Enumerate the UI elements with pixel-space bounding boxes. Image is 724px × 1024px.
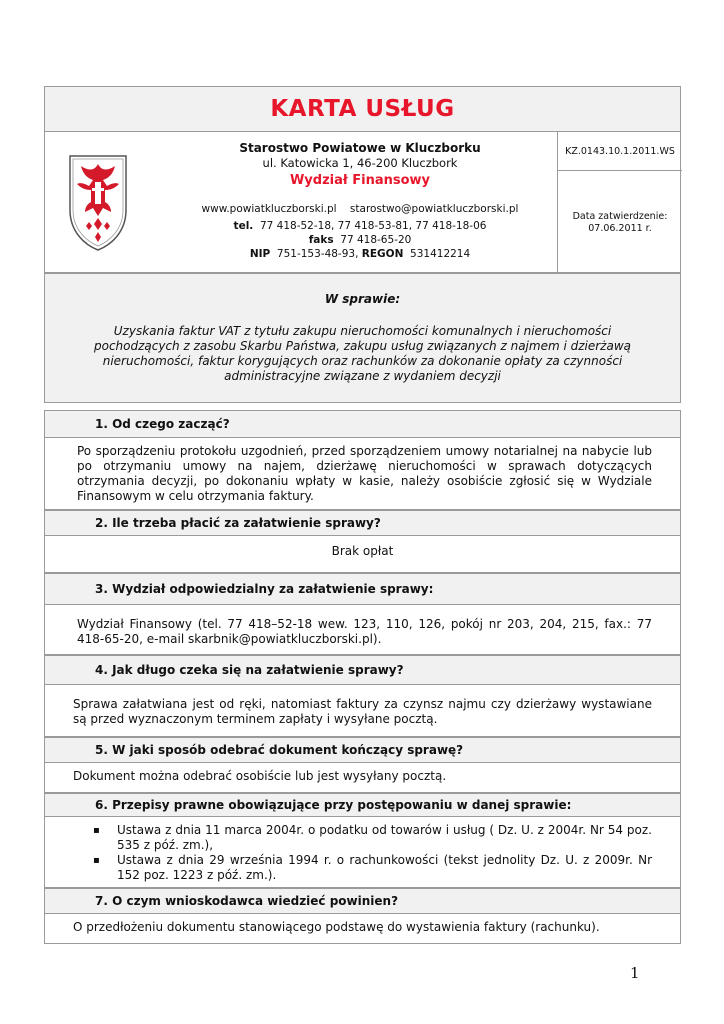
section-3-heading: 3. Wydział odpowiedzialny za załatwienie sprawy: bbox=[44, 573, 681, 605]
nip-label: NIP bbox=[249, 248, 271, 260]
office-links bbox=[160, 202, 560, 217]
section-1-heading: 1. Od czego zacząć? bbox=[44, 410, 681, 438]
section-2-heading: 2. Ile trzeba płacić za załatwienie sprawy? bbox=[44, 510, 681, 536]
approval-label: Data zatwierdzenie: bbox=[572, 211, 668, 222]
section-7-heading: 7. O czym wnioskodawca wiedzieć powinien? bbox=[44, 888, 681, 914]
section-7-body: O przedłożeniu dokumentu stanowiącego podstawę do wystawienia faktury (rachunku). bbox=[44, 914, 681, 944]
fax-line bbox=[160, 233, 560, 247]
fax-value: 77 418-65-20 bbox=[340, 234, 412, 246]
legal-basis-list bbox=[71, 823, 652, 883]
website-link[interactable]: www.powiatkluczborski.pl bbox=[201, 203, 337, 215]
section-5-body: Dokument można odebrać osobiście lub jest wysyłany pocztą. bbox=[44, 763, 681, 793]
tel-value: 77 418-52-18, 77 418-53-81, 77 418-18-06 bbox=[259, 220, 487, 232]
office-department: Wydział Finansowy bbox=[289, 173, 431, 188]
office-contact bbox=[160, 219, 560, 261]
matter-box bbox=[44, 273, 681, 403]
section-6-heading: 6. Przepisy prawne obowiązujące przy postępowaniu w danej sprawie: bbox=[44, 793, 681, 817]
section-6-body bbox=[44, 817, 681, 888]
section-2-body: Brak opłat bbox=[44, 536, 681, 573]
approval-date-block bbox=[558, 171, 682, 235]
legal-basis-item: ▪ Ustawa z dnia 11 marca 2004r. o podatku od towarów i usług ( Dz. U. z 2004r. Nr 54 poz. 535 z póź. zm.), bbox=[71, 823, 652, 853]
page-number: 1 bbox=[630, 964, 640, 982]
office-address: ul. Katowicka 1, 46-200 Kluczbork bbox=[262, 156, 458, 170]
title-box bbox=[44, 86, 681, 132]
page-title: KARTA USŁUG bbox=[270, 96, 455, 122]
office-name: Starostwo Powiatowe w Kluczborku bbox=[239, 141, 481, 155]
section-5-heading: 5. W jaki sposób odebrać dokument kończący sprawę? bbox=[44, 737, 681, 763]
reference-number: KZ.0143.10.1.2011.WS bbox=[558, 132, 682, 171]
nip-regon-line: NIP 751-153-48-93, REGON 531412214 bbox=[249, 248, 471, 260]
tel-label: tel. bbox=[233, 220, 254, 232]
regon-value: 531412214 bbox=[410, 248, 471, 260]
document-meta bbox=[557, 132, 682, 274]
matter-label: W sprawie: bbox=[324, 292, 401, 306]
phone-line bbox=[160, 219, 560, 233]
section-4-body: Sprawa załatwiana jest od ręki, natomiast faktury za czynsz najmu czy dzierżawy wystawiane są przed wyznaczonym terminem zapłaty i wysyłane pocztą. bbox=[44, 685, 681, 737]
nip-value: 751-153-48-93 bbox=[276, 248, 356, 260]
section-3-body: Wydział Finansowy (tel. 77 418–52-18 wew. 123, 110, 126, pokój nr 203, 204, 215, fax.: 77 418-65-20, e-mail skarbnik@powiatkluczborski.pl). bbox=[44, 605, 681, 655]
office-info bbox=[160, 132, 560, 274]
regon-label: REGON bbox=[361, 248, 404, 260]
fax-label: faks bbox=[308, 234, 334, 246]
approval-date: 07.06.2011 r. bbox=[588, 223, 652, 234]
office-header bbox=[44, 131, 681, 273]
section-1-body: Po sporządzeniu protokołu uzgodnień, przed sporządzeniem umowy notarialnej na nabycie lub po otrzymaniu umowy na najem, dzierżawę nieruchomości w sprawach dotyczących otrzymania decyzji, po dokonaniu wpłaty w kasie, należy osobiście zgłosić się w Wydziale Finansowym w celu otrzymania faktury. bbox=[44, 438, 681, 510]
email-link[interactable]: starostwo@powiatkluczborski.pl bbox=[349, 203, 519, 215]
section-4-heading: 4. Jak długo czeka się na załatwienie sprawy? bbox=[44, 655, 681, 685]
coat-of-arms-icon bbox=[67, 152, 129, 252]
matter-text: Uzyskania faktur VAT z tytułu zakupu nieruchomości komunalnych i nieruchomości pochodzących z zasobu Skarbu Państwa, zakupu usług związanych z najmem i dzierżawą nieruchomości, faktur korygujących oraz rachunków za dokonanie opłaty za czynności administracyjne związane z wydaniem decyzji bbox=[93, 324, 631, 383]
legal-basis-item: ▪ Ustawa z dnia 29 września 1994 r. o rachunkowości (tekst jednolity Dz. U. z 2009r. Nr 152 poz. 1223 z póź. zm.). bbox=[71, 853, 652, 883]
